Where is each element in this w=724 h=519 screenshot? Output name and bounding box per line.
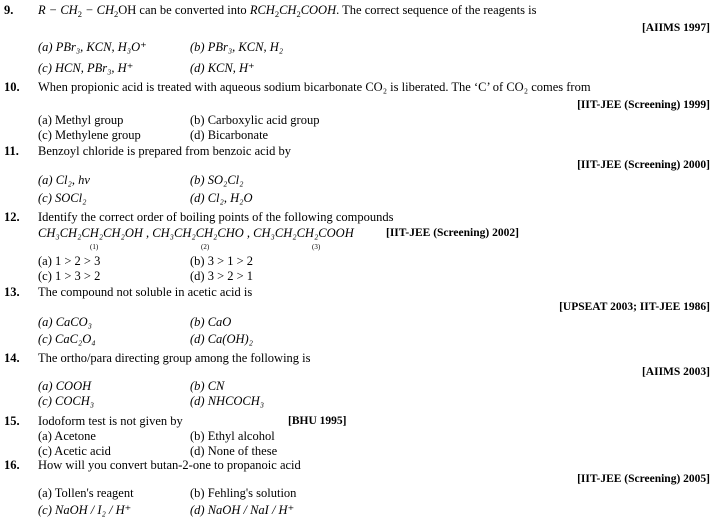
q12-label-3: (3) xyxy=(312,243,321,251)
question-11-text: Benzoyl chloride is prepared from benzoic acid by xyxy=(38,144,292,158)
question-10-number: 10. xyxy=(4,80,20,94)
question-13-number: 13. xyxy=(4,285,20,299)
q10-option-c[interactable]: (c) Methylene group xyxy=(38,128,141,142)
q11-option-c[interactable]: (c) SOCl₂ xyxy=(38,191,87,205)
question-9-source: [AIIMS 1997] xyxy=(641,22,710,34)
question-9-number: 9. xyxy=(4,3,14,17)
q9-text-b: − CH xyxy=(81,3,114,17)
q15-option-b[interactable]: (b) Ethyl alcohol xyxy=(190,429,275,443)
q12-formula: CH₃CH₂CH₂CH₂OH , CH₃CH₂CH₂CHO , CH₃CH₂CH₂COOH xyxy=(38,226,354,240)
q12-label-2: (2) xyxy=(201,243,210,251)
q12-label-1: (1) xyxy=(90,243,99,251)
question-14-source: [AIIMS 2003] xyxy=(641,366,710,378)
question-13-source: [UPSEAT 2003; IIT-JEE 1986] xyxy=(559,301,710,313)
question-14-number: 14. xyxy=(4,351,20,365)
question-15-text: Iodoform test is not given by xyxy=(38,414,183,428)
q13-option-a[interactable]: (a) CaCO₃ xyxy=(38,315,92,329)
question-14-text: The ortho/para directing group among the following is xyxy=(38,351,311,365)
question-11-source: [IIT-JEE (Screening) 2000] xyxy=(577,159,710,171)
q15-option-a[interactable]: (a) Acetone xyxy=(38,429,96,443)
q11-option-b[interactable]: (b) SO₂Cl₂ xyxy=(190,173,244,187)
q9-text-f: COOH xyxy=(300,3,337,17)
q14-option-b[interactable]: (b) CN xyxy=(190,379,225,393)
q9-text-e: CH xyxy=(279,3,297,17)
q13-option-c[interactable]: (c) CaC₂O₄ xyxy=(38,332,96,346)
q13-option-d[interactable]: (d) Ca(OH)₂ xyxy=(190,332,254,346)
q12-option-a[interactable]: (a) 1 > 2 > 3 xyxy=(38,254,101,268)
question-13-text: The compound not soluble in acetic acid is xyxy=(38,285,253,299)
question-12-number: 12. xyxy=(4,210,20,224)
question-10-source: [IIT-JEE (Screening) 1999] xyxy=(577,99,710,111)
q9-option-b[interactable]: (b) PBr₃, KCN, H₂ xyxy=(190,40,284,54)
q12-option-b[interactable]: (b) 3 > 1 > 2 xyxy=(190,254,254,268)
question-16-text: How will you convert butan-2-one to propanoic acid xyxy=(38,458,301,472)
q12-option-c[interactable]: (c) 1 > 3 > 2 xyxy=(38,269,101,283)
question-12-text: Identify the correct order of boiling points of the following compounds xyxy=(38,210,394,224)
question-15-number: 15. xyxy=(4,414,20,428)
q15-option-c[interactable]: (c) Acetic acid xyxy=(38,444,111,458)
q10-option-b[interactable]: (b) Carboxylic acid group xyxy=(190,113,320,127)
q9-sub-1: 2 xyxy=(77,9,82,19)
q9-option-c[interactable]: (c) HCN, PBr₃, H⁺ xyxy=(38,61,134,75)
q10-option-d[interactable]: (d) Bicarbonate xyxy=(190,128,269,142)
q9-option-d[interactable]: (d) KCN, H⁺ xyxy=(190,61,255,75)
question-16-source: [IIT-JEE (Screening) 2005] xyxy=(577,473,710,485)
q9-sub-2: 2 xyxy=(114,9,119,19)
q16-option-d[interactable]: (d) NaOH / NaI / H⁺ xyxy=(190,503,295,517)
q15-option-d[interactable]: (d) None of these xyxy=(190,444,278,458)
q9-option-a[interactable]: (a) PBr₃, KCN, H₃O⁺ xyxy=(38,40,147,54)
q13-option-b[interactable]: (b) CaO xyxy=(190,315,232,329)
question-16-number: 16. xyxy=(4,458,20,472)
q16-option-c[interactable]: (c) NaOH / I₂ / H⁺ xyxy=(38,503,132,517)
q14-option-c[interactable]: (c) COCH₃ xyxy=(38,394,95,408)
q10-option-a[interactable]: (a) Methyl group xyxy=(38,113,124,127)
q9-text-c: OH can be converted into xyxy=(118,3,250,17)
question-10-text: When propionic acid is treated with aqueous sodium bicarbonate CO₂ is liberated. The ‘C’ of CO₂ comes from xyxy=(38,80,591,94)
q12-option-d[interactable]: (d) 3 > 2 > 1 xyxy=(190,269,254,283)
q11-option-d[interactable]: (d) Cl₂, H₂O xyxy=(190,191,253,205)
question-12-source: [IIT-JEE (Screening) 2002] xyxy=(386,227,519,239)
q16-option-a[interactable]: (a) Tollen's reagent xyxy=(38,486,134,500)
q9-text-g: . The correct sequence of the reagents is xyxy=(336,3,537,17)
q9-sub-4: 2 xyxy=(296,9,301,19)
q14-option-d[interactable]: (d) NHCOCH₃ xyxy=(190,394,265,408)
q16-option-b[interactable]: (b) Fehling's solution xyxy=(190,486,297,500)
q9-text-d: RCH xyxy=(249,3,275,17)
q9-text-a: R − CH xyxy=(38,3,78,17)
question-15-source: [BHU 1995] xyxy=(288,415,347,427)
question-11-number: 11. xyxy=(4,144,19,158)
q14-option-a[interactable]: (a) COOH xyxy=(38,379,92,393)
question-9-text xyxy=(38,3,536,21)
q9-sub-3: 2 xyxy=(274,9,280,19)
q11-option-a[interactable]: (a) Cl₂, hν xyxy=(38,173,90,187)
